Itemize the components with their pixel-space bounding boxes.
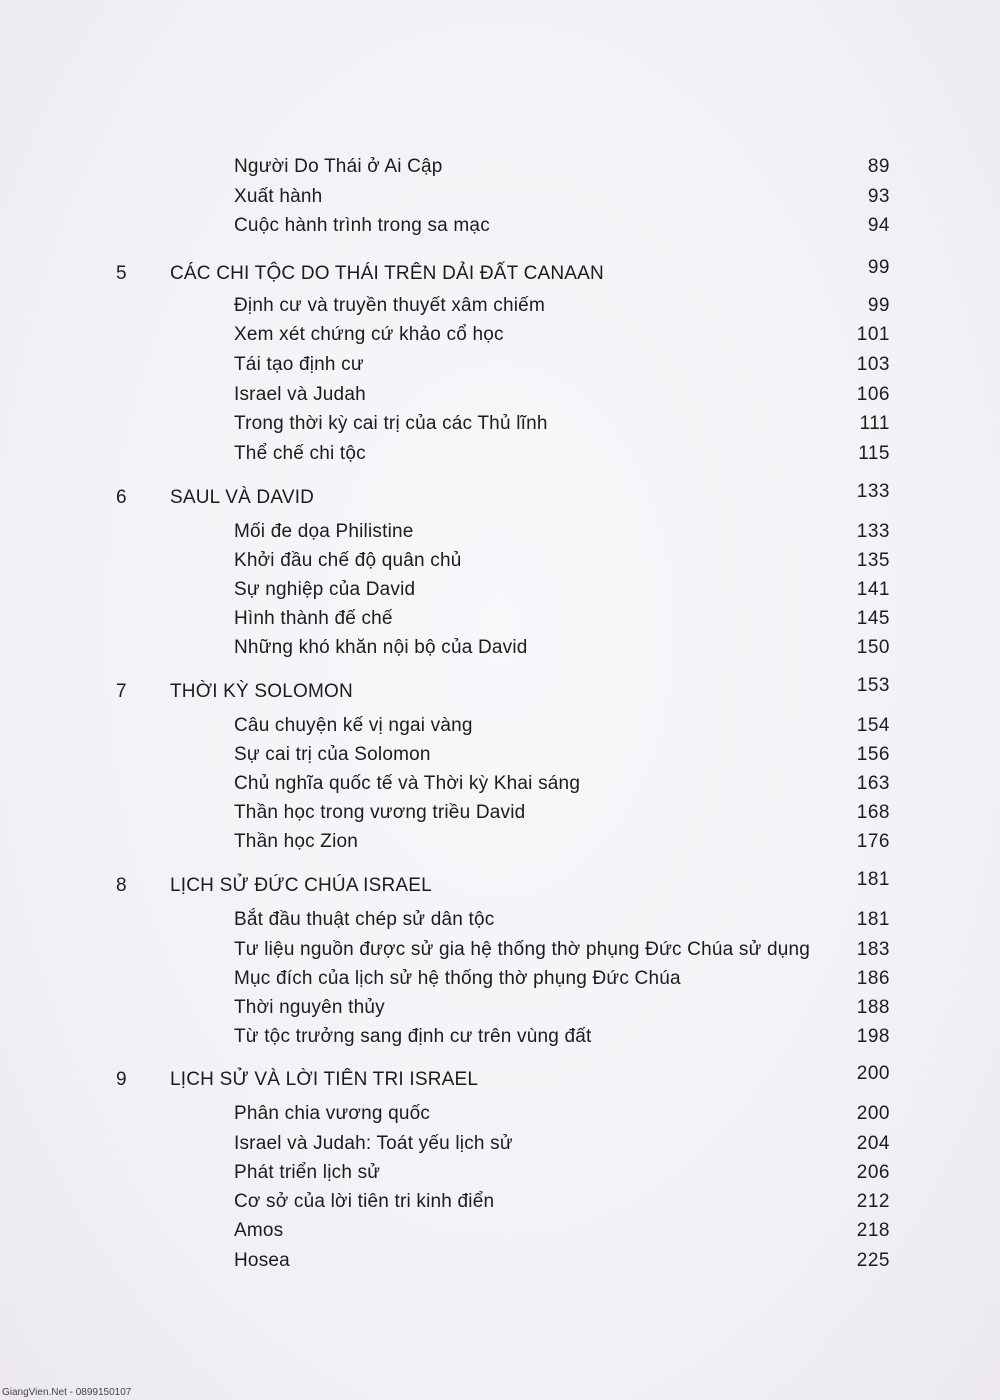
toc-entry-row <box>0 1100 1000 1128</box>
chapter-number: 8 <box>116 875 127 896</box>
entry-title: Hình thành đế chế <box>234 608 393 629</box>
toc-chapter-row <box>0 869 1000 900</box>
watermark-footer: GiangVien.Net - 0899150107 <box>2 1387 132 1398</box>
toc-entry-row <box>0 634 1000 662</box>
toc-entry-row <box>0 153 1000 181</box>
toc-entry-row <box>0 576 1000 604</box>
entry-title: Thần học Zion <box>234 831 359 852</box>
toc-entry-row <box>0 410 1000 438</box>
toc-entry-row <box>0 321 1000 349</box>
entry-title: Tái tạo định cư <box>234 354 364 375</box>
page-number: 206 <box>856 1162 890 1183</box>
toc-entry-row <box>0 1247 1000 1275</box>
toc-entry-row <box>0 1188 1000 1216</box>
page-number: 94 <box>867 215 890 236</box>
chapter-title: LỊCH SỬ VÀ LỜI TIÊN TRI ISRAEL <box>170 1069 479 1090</box>
page-number: 115 <box>858 443 890 464</box>
chapter-number: 7 <box>116 681 127 702</box>
toc-entry-row <box>0 292 1000 320</box>
entry-title: Những khó khăn nội bộ của David <box>234 637 528 658</box>
page-number: 154 <box>856 715 890 736</box>
toc-chapter-row <box>0 1063 1000 1094</box>
entry-title: Thể chế chi tộc <box>234 443 366 464</box>
page-number: 200 <box>856 1063 890 1084</box>
page-number: 163 <box>856 773 890 794</box>
entry-title: Chủ nghĩa quốc tế và Thời kỳ Khai sáng <box>234 773 581 794</box>
toc-entry-row <box>0 351 1000 379</box>
page-number: 225 <box>856 1250 890 1271</box>
chapter-title: THỜI KỲ SOLOMON <box>170 681 353 702</box>
page-number: 111 <box>859 413 890 434</box>
toc-entry-row <box>0 936 1000 964</box>
page-number: 188 <box>856 997 890 1018</box>
page-number: 212 <box>856 1191 890 1212</box>
page-number: 93 <box>867 186 890 207</box>
toc-entry-row <box>0 770 1000 798</box>
toc-entry-row <box>0 518 1000 546</box>
page-number: 168 <box>856 802 890 823</box>
page-number: 141 <box>856 579 890 600</box>
toc-entry-row <box>0 712 1000 740</box>
toc-entry-row <box>0 741 1000 769</box>
entry-title: Sự cai trị của Solomon <box>234 744 431 765</box>
toc-chapter-row <box>0 675 1000 706</box>
entry-title: Khởi đầu chế độ quân chủ <box>234 550 462 571</box>
toc-entry-row <box>0 183 1000 211</box>
page-number: 218 <box>856 1220 890 1241</box>
page-number: 101 <box>856 324 890 345</box>
page-number: 103 <box>856 354 890 375</box>
entry-title: Phát triển lịch sử <box>234 1162 381 1183</box>
entry-title: Phân chia vương quốc <box>234 1103 431 1124</box>
page-number: 156 <box>856 744 890 765</box>
toc-entry-row <box>0 1023 1000 1051</box>
entry-title: Từ tộc trưởng sang định cư trên vùng đất <box>234 1026 592 1047</box>
page-number: 183 <box>856 939 890 960</box>
chapter-title: LỊCH SỬ ĐỨC CHÚA ISRAEL <box>170 875 432 896</box>
entry-title: Trong thời kỳ cai trị của các Thủ lĩnh <box>234 413 548 434</box>
toc-entry-row <box>0 994 1000 1022</box>
entry-title: Sự nghiệp của David <box>234 579 416 600</box>
entry-title: Hosea <box>234 1250 290 1271</box>
page-number: 133 <box>856 481 890 502</box>
toc-entry-row <box>0 906 1000 934</box>
toc-entry-row <box>0 965 1000 993</box>
entry-title: Câu chuyện kế vị ngai vàng <box>234 715 473 736</box>
toc-entry-row <box>0 547 1000 575</box>
toc-entry-row <box>0 1130 1000 1158</box>
page-number: 186 <box>856 968 890 989</box>
chapter-number: 9 <box>116 1069 127 1090</box>
entry-title: Định cư và truyền thuyết xâm chiếm <box>234 295 545 316</box>
toc-entry-row <box>0 799 1000 827</box>
toc-entry-row <box>0 381 1000 409</box>
page-number: 145 <box>856 608 890 629</box>
entry-title: Cơ sở của lời tiên tri kinh điển <box>234 1191 495 1212</box>
chapter-title: CÁC CHI TỘC DO THÁI TRÊN DẢI ĐẤT CANAAN <box>170 263 604 284</box>
page-number: 106 <box>856 384 890 405</box>
page-number: 181 <box>856 869 890 890</box>
entry-title: Xuất hành <box>234 186 323 207</box>
entry-title: Mục đích của lịch sử hệ thống thờ phụng Đức Chúa <box>234 968 681 989</box>
page-number: 153 <box>856 675 890 696</box>
page-number: 198 <box>856 1026 890 1047</box>
toc-entry-row <box>0 212 1000 240</box>
page-number: 204 <box>856 1133 890 1154</box>
page-number: 99 <box>867 295 890 316</box>
toc-entry-row <box>0 828 1000 856</box>
entry-title: Thời nguyên thủy <box>234 997 385 1018</box>
chapter-title: SAUL VÀ DAVID <box>170 487 315 508</box>
toc-chapter-row <box>0 481 1000 512</box>
toc-entry-row <box>0 1159 1000 1187</box>
page-number: 176 <box>856 831 890 852</box>
toc-entry-row <box>0 1217 1000 1245</box>
entry-title: Bắt đầu thuật chép sử dân tộc <box>234 909 495 930</box>
page-number: 135 <box>856 550 890 571</box>
page-number: 133 <box>856 521 890 542</box>
toc-entry-row <box>0 440 1000 468</box>
page-number: 200 <box>856 1103 890 1124</box>
entry-title: Mối đe dọa Philistine <box>234 521 414 542</box>
page-number: 181 <box>856 909 890 930</box>
entry-title: Người Do Thái ở Ai Cập <box>234 156 443 177</box>
toc-entry-row <box>0 605 1000 633</box>
entry-title: Thần học trong vương triều David <box>234 802 526 823</box>
entry-title: Amos <box>234 1220 284 1241</box>
page-number: 89 <box>867 156 890 177</box>
page-number: 150 <box>856 637 890 658</box>
entry-title: Tư liệu nguồn được sử gia hệ thống thờ phụng Đức Chúa sử dụng <box>234 939 811 960</box>
chapter-number: 5 <box>116 263 127 284</box>
page-number: 99 <box>867 257 890 278</box>
toc-chapter-row <box>0 257 1000 288</box>
entry-title: Israel và Judah: Toát yếu lịch sử <box>234 1133 513 1154</box>
entry-title: Cuộc hành trình trong sa mạc <box>234 215 490 236</box>
entry-title: Israel và Judah <box>234 384 366 405</box>
entry-title: Xem xét chứng cứ khảo cổ học <box>234 324 504 345</box>
chapter-number: 6 <box>116 487 127 508</box>
